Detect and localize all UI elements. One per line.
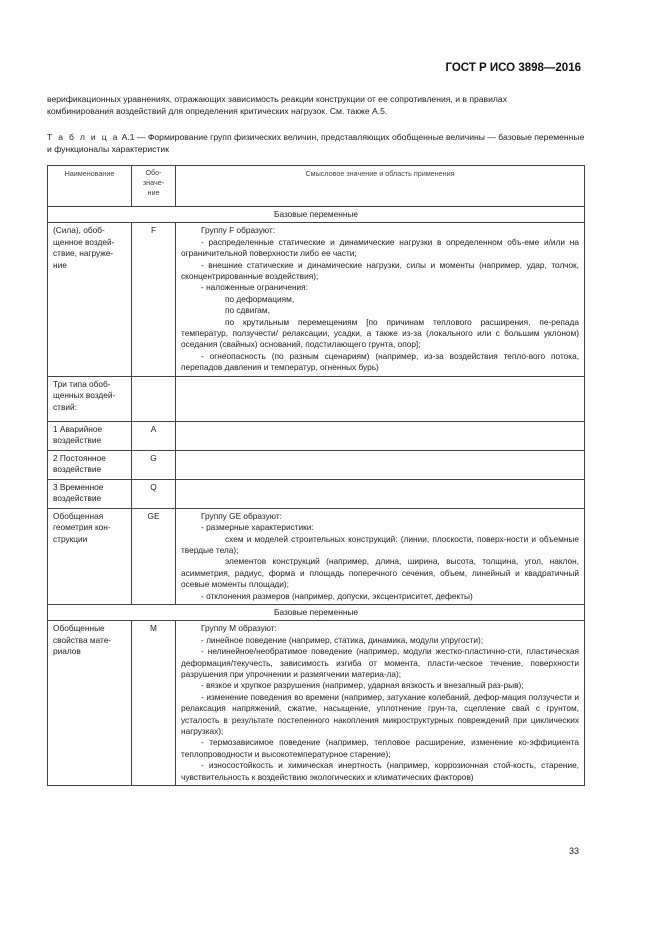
row-symbol: M	[132, 621, 176, 786]
row-description	[176, 508, 585, 604]
row-symbol	[132, 376, 176, 421]
desc-line: - отклонения размеров (например, допуски, эксцентриситет, дефекты)	[201, 590, 473, 601]
desc-line: - наложенные ограничения:	[201, 282, 308, 293]
row-name: 3 Временное воздействие	[48, 479, 132, 508]
table-row	[48, 421, 585, 450]
section-title: Базовые переменные	[48, 207, 585, 223]
desc-line: по сдвигам,	[225, 305, 270, 316]
header-name: Наименование	[48, 166, 132, 207]
row-name: Три типа обоб-щенных воздей-ствий:	[48, 376, 132, 421]
desc-line: Группу F образуют:	[201, 225, 276, 236]
base-variables-table	[47, 165, 585, 786]
intro-line-2: комбинирования воздействий для определения критических нагрузок. См. также А.5.	[47, 105, 388, 116]
header-meaning: Смысловое значение и область применения	[176, 166, 585, 207]
desc-line: элементов конструкций (например, длина, ширина, высота, толщина, угол, наклон, асимметрия, радиус, форма и площадь поперечного сечения, объем, линейный и квадратичный осевые моменты площади);	[181, 556, 579, 590]
desc-line: - вязкое и хрупкое разрушения (например, ударная вязкость и внезапный раз-рыв);	[201, 680, 524, 691]
row-description	[176, 223, 585, 376]
table-row	[48, 508, 585, 604]
table-row	[48, 376, 585, 421]
desc-line: - распределенные статические и динамические нагрузки в определенном объ-еме и/или на ограничительной поверхности либо ее части;	[181, 236, 579, 259]
row-name: (Сила), обоб-щенное воздей-ствие, нагруже-ние	[48, 223, 132, 376]
intro-paragraph	[47, 94, 587, 117]
row-description	[176, 479, 585, 508]
desc-line: - линейное поведение (например, статика, динамика, модули упругости);	[201, 634, 484, 645]
desc-line: схем и моделей строительных конструкций: (линии, плоскости, поверх-ности и объемные твердые тела);	[181, 533, 579, 555]
desc-line: Группу M образуют:	[201, 623, 277, 634]
desc-line: по деформациям,	[225, 293, 295, 304]
row-name: 1 Аварийное воздействие	[48, 421, 132, 450]
desc-line: - износостойкость и химическая инертность (например, коррозионная стой-кость, старение, чувствительность к воздействию экологических и климатических факторов)	[181, 760, 579, 782]
desc-line: Группу GE образуют:	[201, 510, 282, 521]
table-row	[48, 450, 585, 479]
table-row	[48, 479, 585, 508]
desc-line: - изменение поведения во времени (например, затухание колебаний, дефор-мация ползучести и релаксация напряжений, сжатие, насыщение, уплотнение грун-та, сцепление свай с грунтом, усталость в результате постепенного накопления микроструктурных повреждений при циклических нагрузках);	[181, 691, 579, 736]
desc-line: - огнеопасность (по разным сценариям) (например, из-за воздействия тепло-вого потока, перепадов давления и температур, огненных бурь)	[181, 350, 579, 373]
desc-line: по крутильным перемещениям [по причинам теплового расширения, пе-репада температур, ползучести/ релаксации, усадки, а также из-за (локального или с большим уклоном) оседания (свайных) оснований, подстилающего грунта, опор];	[181, 316, 579, 350]
row-symbol: F	[132, 223, 176, 376]
caption-prefix: Т а б л и ц а	[47, 132, 120, 142]
header-symbol: Обо-значе-ние	[132, 166, 176, 207]
row-symbol: GE	[132, 508, 176, 604]
table-row	[48, 621, 585, 786]
row-name: Обобщенные свойства мате-риалов	[48, 621, 132, 786]
row-name: 2 Постоянное воздействие	[48, 450, 132, 479]
section-row	[48, 207, 585, 223]
row-description	[176, 621, 585, 786]
row-description	[176, 450, 585, 479]
desc-line: - нелинейное/необратимое поведение (например, модули жестко-пластично-сти, пластическая деформация/текучесть, зависимость изгиба от момента, пласти-ческое течение, поверхности разрушения при упрочнении и размягчении материа-ла);	[181, 646, 579, 679]
row-name: Обобщенная геометрия кон-струкции	[48, 508, 132, 604]
caption-text: А.1 — Формирование групп физических величин, представляющих обобщенные величины — базовые переменные и функционалы характеристик	[47, 132, 585, 154]
table-caption	[47, 132, 587, 155]
desc-line: - размерные характеристики:	[201, 522, 314, 533]
section-row	[48, 604, 585, 620]
row-symbol: A	[132, 421, 176, 450]
section-title: Базовые переменные	[48, 604, 585, 620]
desc-line: - термозависимое поведение (например, тепловое расширение, изменение ко-эффициента теплопроводности и высокотемпературное старение);	[181, 737, 579, 759]
row-description	[176, 421, 585, 450]
table-header-row	[48, 166, 585, 207]
row-symbol: G	[132, 450, 176, 479]
standard-header: ГОСТ Р ИСО 3898—2016	[445, 62, 581, 74]
intro-line-1: верификационных уравнениях, отражающих зависимость реакции конструкции от ее сопротивления, и в правилах	[47, 94, 508, 104]
desc-line: - внешние статические и динамические нагрузки, силы и моменты (например, удар, толчок, сконцентрированные воздействия);	[181, 259, 579, 282]
row-symbol: Q	[132, 479, 176, 508]
page-number: 33	[569, 846, 580, 856]
row-description	[176, 376, 585, 421]
table-row	[48, 223, 585, 376]
